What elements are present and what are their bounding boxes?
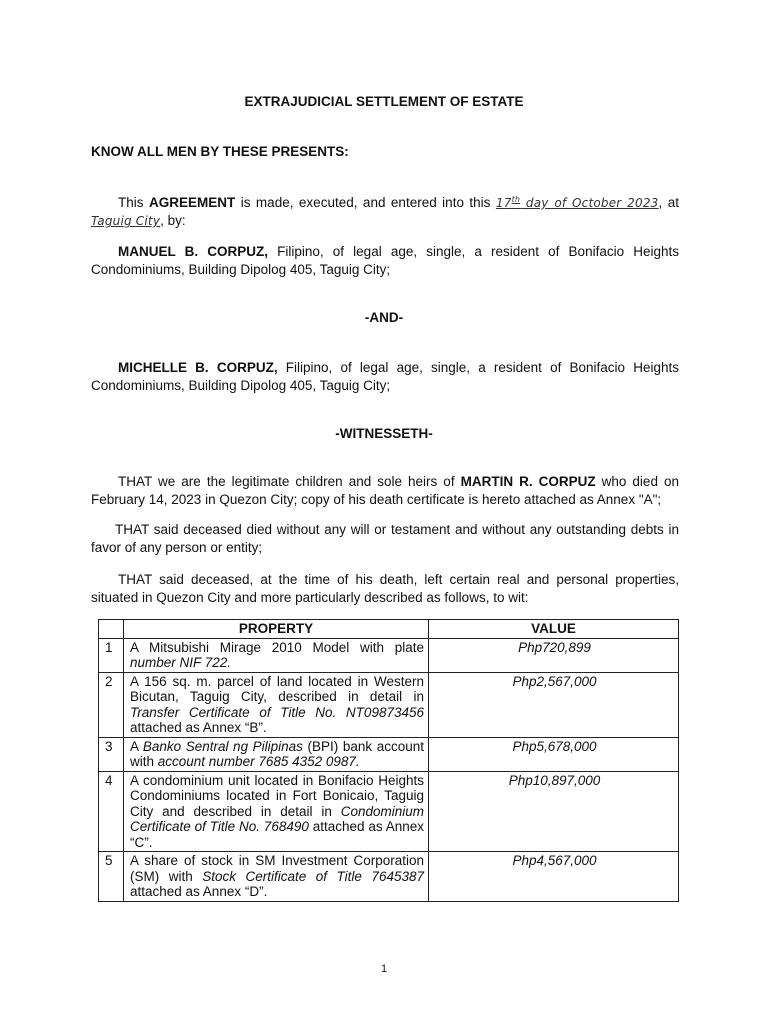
row-number: 2 bbox=[99, 672, 124, 737]
property-header: PROPERTY bbox=[124, 620, 429, 639]
party-two-name: MICHELLE B. CORPUZ, bbox=[118, 360, 278, 375]
property-description bbox=[124, 638, 429, 672]
party-two-paragraph bbox=[91, 359, 679, 395]
heirs-paragraph bbox=[91, 473, 679, 509]
property-table-body bbox=[99, 638, 679, 901]
intro-text: , by: bbox=[160, 213, 186, 228]
page-number: 1 bbox=[380, 963, 388, 975]
heirs-text: THAT we are the legitimate children and sole heirs of bbox=[118, 474, 461, 489]
deceased-name: MARTIN R. CORPUZ bbox=[460, 474, 596, 489]
property-description bbox=[124, 852, 429, 902]
property-reference: number NIF 722. bbox=[130, 655, 232, 670]
property-table bbox=[98, 619, 679, 902]
intro-text: This bbox=[118, 195, 149, 210]
intro-text: is made, executed, and entered into this bbox=[235, 195, 496, 210]
property-text: attached as Annex “D”. bbox=[130, 884, 268, 899]
document-title: EXTRAJUDICIAL SETTLEMENT OF ESTATE bbox=[244, 94, 524, 109]
handwritten-date: 17th day of October 2023 bbox=[495, 195, 659, 210]
property-value: Php2,567,000 bbox=[429, 672, 679, 737]
and-separator: -AND- bbox=[364, 310, 404, 325]
no-will-paragraph: THAT said deceased died without any will or testament and without any outstanding debts in favor of any person or entity; bbox=[91, 522, 679, 555]
property-text: attached as Annex “C”. bbox=[130, 819, 424, 850]
property-reference: account number 7685 4352 0987. bbox=[157, 754, 360, 769]
table-row bbox=[99, 672, 679, 737]
table-row bbox=[99, 737, 679, 771]
property-value: Php4,567,000 bbox=[429, 852, 679, 902]
table-row bbox=[99, 852, 679, 902]
heirs-text: who died on February 14, 2023 in Quezon City; copy of his death certificate is hereto attached as Annex "A"; bbox=[91, 474, 679, 507]
property-value: Php10,897,000 bbox=[429, 771, 679, 852]
table-row bbox=[99, 771, 679, 852]
intro-paragraph bbox=[91, 191, 679, 230]
row-number: 4 bbox=[99, 771, 124, 852]
opening-line: KNOW ALL MEN BY THESE PRESENTS: bbox=[91, 144, 349, 159]
property-text: A share of stock in SM Investment Corporation (SM) with bbox=[130, 853, 424, 884]
property-text: A bbox=[130, 738, 143, 754]
property-reference: Banko Sentral ng Pilipinas bbox=[142, 738, 303, 754]
properties-paragraph: THAT said deceased, at the time of his death, left certain real and personal properties, situated in Quezon City and more particularly described as follows, to wit: bbox=[91, 572, 679, 605]
party-one-description: Filipino, of legal age, single, a resident of Bonifacio Heights Condominiums, Building Dipolog 405, Taguig City; bbox=[91, 244, 679, 277]
property-text: attached as Annex “B”. bbox=[130, 720, 267, 735]
party-one-name: MANUEL B. CORPUZ, bbox=[118, 244, 269, 259]
handwritten-city: Taguig City bbox=[91, 214, 161, 228]
intro-text: , at bbox=[658, 195, 680, 210]
party-two-description: Filipino, of legal age, single, a resident of Bonifacio Heights Condominiums, Building Dipolog 405, Taguig City; bbox=[91, 360, 679, 393]
table-row bbox=[99, 638, 679, 672]
number-header bbox=[99, 620, 124, 639]
row-number: 5 bbox=[99, 852, 124, 902]
property-text: (BPI) bank account with bbox=[130, 738, 424, 769]
property-description bbox=[124, 771, 429, 852]
property-text: A 156 sq. m. parcel of land located in Western Bicutan, Taguig City, described in detail in bbox=[130, 673, 424, 704]
property-text: A condominium unit located in Bonifacio Heights Condominiums located in Fort Bonicaio, Taguig City and described in detail in bbox=[130, 772, 424, 819]
table-header-row bbox=[99, 620, 679, 639]
property-value: Php5,678,000 bbox=[429, 737, 679, 771]
agreement-word: AGREEMENT bbox=[148, 195, 236, 210]
property-value: Php720,899 bbox=[429, 638, 679, 672]
row-number: 1 bbox=[99, 638, 124, 672]
property-reference: Condominium Certificate of Title No. 768490 bbox=[130, 803, 424, 834]
witnesseth-heading: -WITNESSETH- bbox=[335, 426, 433, 441]
property-description bbox=[124, 737, 429, 771]
row-number: 3 bbox=[99, 737, 124, 771]
party-one-paragraph bbox=[91, 243, 679, 279]
property-text: A Mitsubishi Mirage 2010 Model with plate bbox=[130, 639, 424, 655]
property-reference: Stock Certificate of Title 7645387 bbox=[202, 868, 424, 884]
property-description bbox=[124, 672, 429, 737]
property-reference: Transfer Certificate of Title No. NT09873456 bbox=[130, 704, 424, 720]
value-header: VALUE bbox=[429, 620, 679, 639]
